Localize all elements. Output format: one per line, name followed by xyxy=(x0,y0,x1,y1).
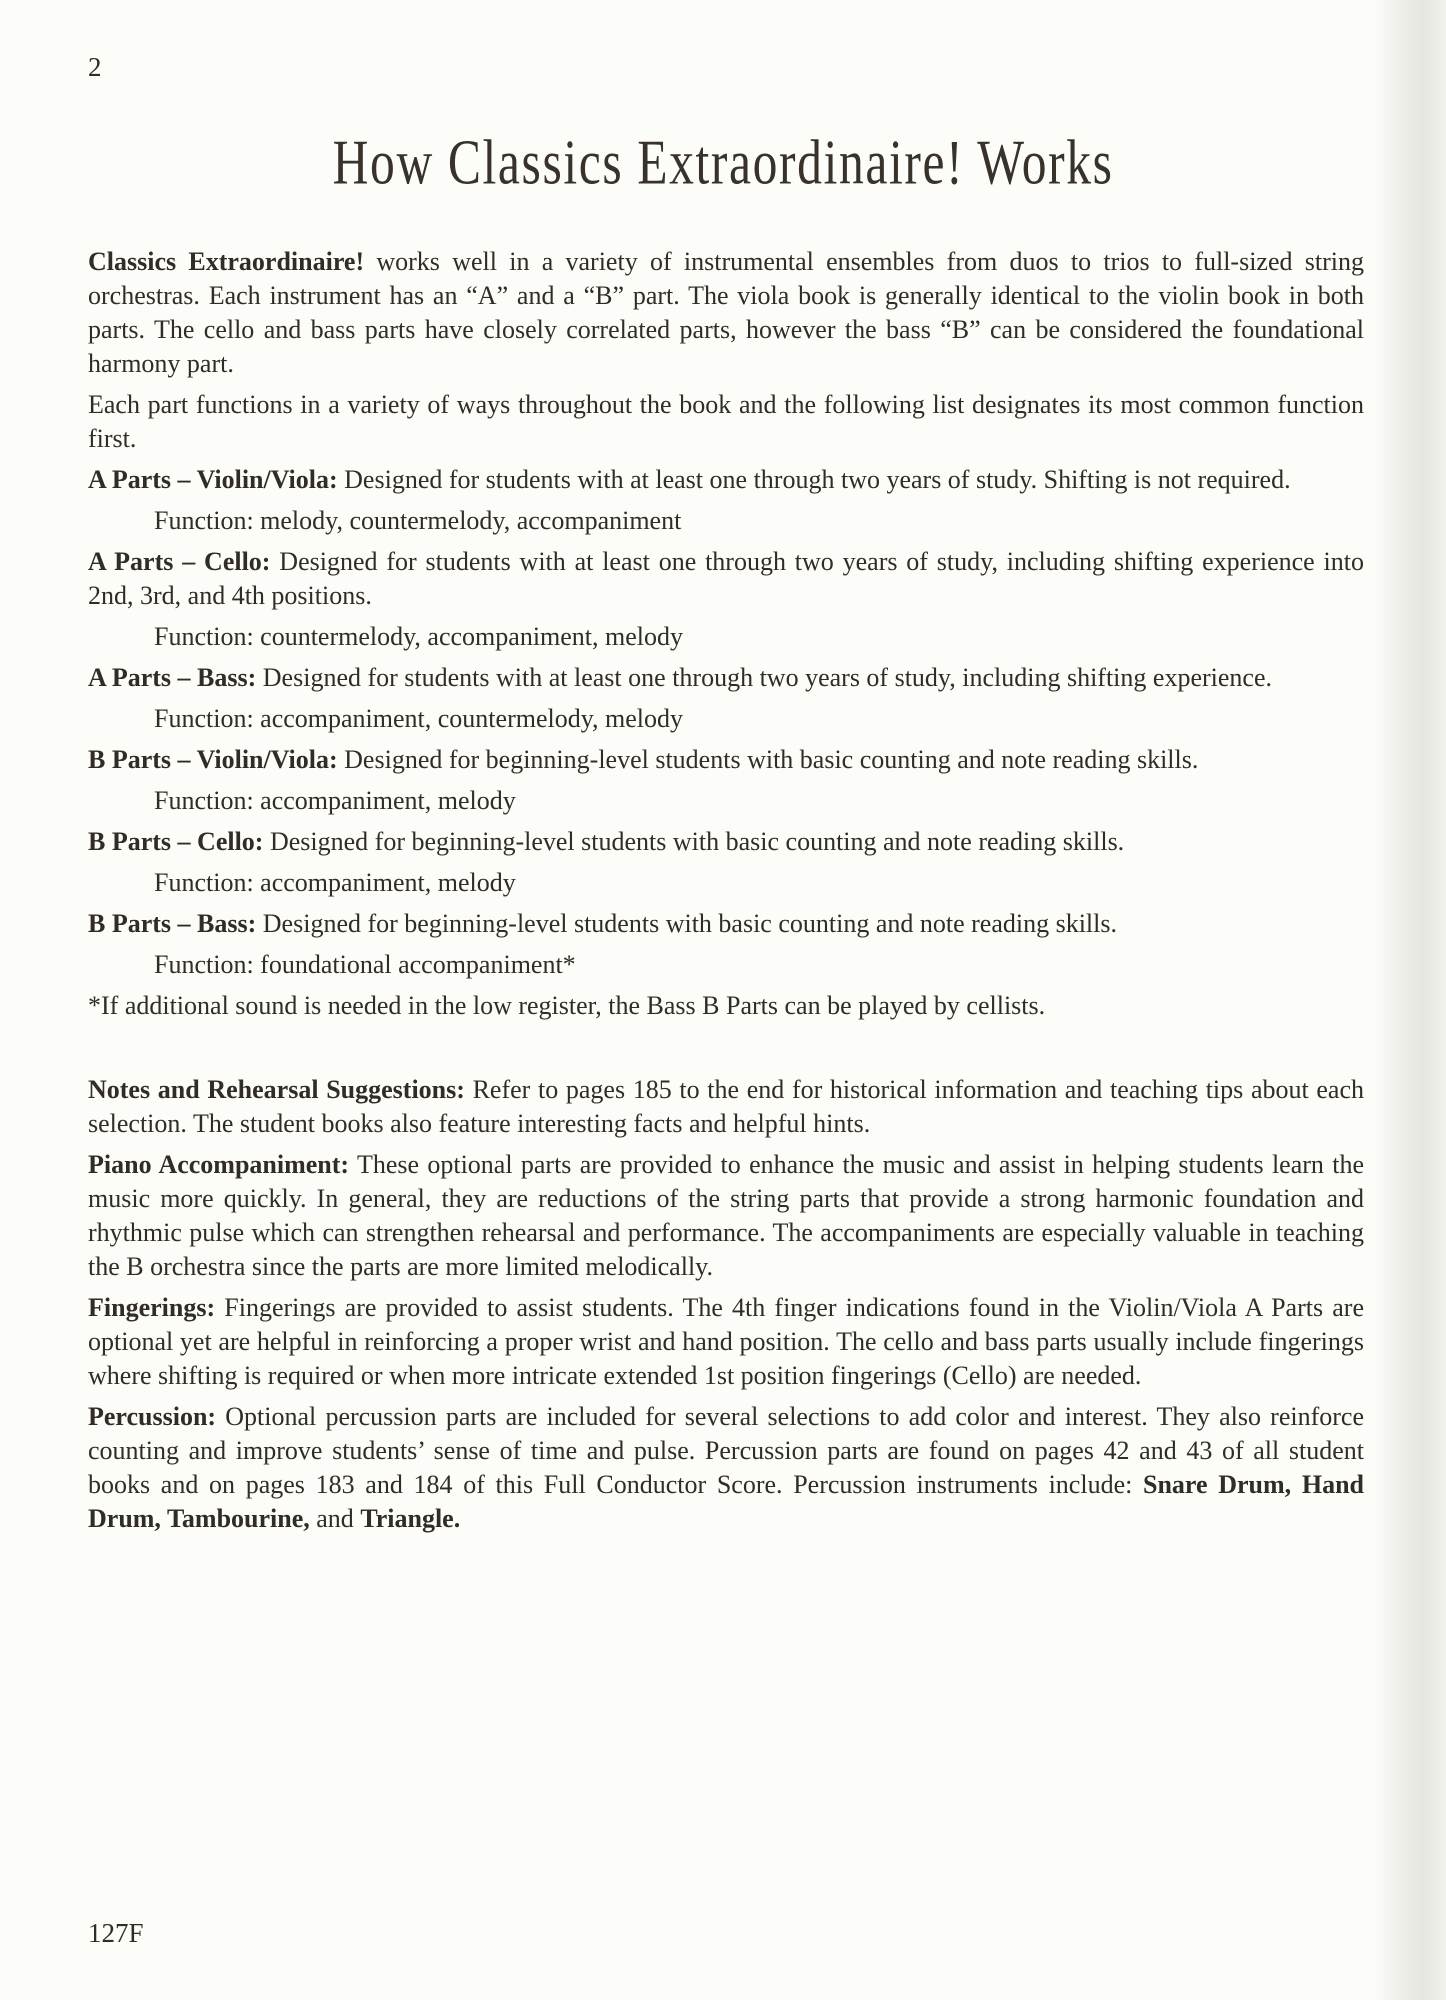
section-text: These optional parts are provided to enhance the music and assist in helping students learn the music more quickly. In general, they are reductions of the string parts that provide a strong harmonic foundation and rhythmic pulse which can strengthen rehearsal and performance. The accompaniments are especially valuable in teaching the B orchestra since the parts are more limited melodically. xyxy=(88,1150,1364,1281)
part-label: A Parts – Cello: xyxy=(88,547,271,576)
page-title-text: How Classics Extraordinaire! Works xyxy=(332,128,1114,198)
part-entry-a-cello xyxy=(88,545,1364,654)
page-title xyxy=(0,128,1446,198)
part-description xyxy=(88,463,1364,497)
part-text: Designed for beginning-level students with basic counting and note reading skills. xyxy=(337,745,1199,774)
footnote: *If additional sound is needed in the low register, the Bass B Parts can be played by cellists. xyxy=(88,991,1046,1020)
section-text: Fingerings are provided to assist students. The 4th finger indications found in the Violin/Viola A Parts are optional yet are helpful in reinforcing a proper wrist and hand position. The cello and bass parts usually include fingerings where shifting is required or when more intricate extended 1st position fingerings (Cello) are needed. xyxy=(88,1293,1364,1390)
part-text: Designed for beginning-level students with basic counting and note reading skills. xyxy=(263,827,1125,856)
part-label: B Parts – Bass: xyxy=(88,909,257,938)
part-function: Function: melody, countermelody, accompaniment xyxy=(154,506,682,535)
part-text: Designed for students with at least one through two years of study, including shifting experience. xyxy=(256,663,1272,692)
part-description xyxy=(88,661,1364,695)
percussion-last-bold: Triangle. xyxy=(360,1504,461,1533)
part-description xyxy=(88,545,1364,613)
section-label: Notes and Rehearsal Suggestions: xyxy=(88,1075,465,1104)
page-body xyxy=(88,245,1364,1543)
part-function: Function: accompaniment, melody xyxy=(154,868,516,897)
section-label: Fingerings: xyxy=(88,1293,216,1322)
section-fingerings xyxy=(88,1291,1364,1393)
part-description xyxy=(88,907,1364,941)
intro-text: works well in a variety of instrumental ensembles from duos to trios to full-sized string orchestras. Each instrument has an “A” and a “B” part. The viola book is generally identical to the violin book in both parts. The cello and bass parts have closely correlated parts, however the bass “B” can be considered the foundational harmony part. xyxy=(88,247,1364,378)
part-function: Function: foundational accompaniment* xyxy=(154,950,576,979)
part-entry-b-bass xyxy=(88,907,1364,982)
section-percussion xyxy=(88,1400,1364,1536)
part-entry-b-cello xyxy=(88,825,1364,900)
section-label: Piano Accompaniment: xyxy=(88,1150,350,1179)
part-label: A Parts – Violin/Viola: xyxy=(88,465,338,494)
page-number: 2 xyxy=(88,52,102,82)
section-text: Refer to pages 185 to the end for historical information and teaching tips about each selection. The student books also feature interesting facts and helpful hints. xyxy=(88,1075,1364,1138)
scan-shadow-band xyxy=(1374,0,1446,2000)
part-text: Designed for beginning-level students with basic counting and note reading skills. xyxy=(256,909,1117,938)
part-label: B Parts – Cello: xyxy=(88,827,264,856)
section-notes-rehearsal xyxy=(88,1073,1364,1141)
part-entry-a-violin-viola xyxy=(88,463,1364,538)
part-description xyxy=(88,825,1364,859)
intro-lead-bold: Classics Extraordinaire! xyxy=(88,247,365,276)
paragraph-overview: Each part functions in a variety of ways throughout the book and the following list designates its most common function first. xyxy=(88,390,1364,453)
part-text: Designed for students with at least one through two years of study, including shifting experience into 2nd, 3rd, and 4th positions. xyxy=(88,547,1364,610)
catalog-number: 127F xyxy=(88,1918,144,1948)
section-piano-accompaniment xyxy=(88,1148,1364,1284)
part-label: A Parts – Bass: xyxy=(88,663,257,692)
section-text: Optional percussion parts are included for several selections to add color and interest. They also reinforce counting and improve students’ sense of time and pulse. Percussion parts are found on pages 42 and 43 of all student books and on pages 183 and 184 of this Full Conductor Score. Percussion instruments include: xyxy=(88,1402,1364,1499)
part-label: B Parts – Violin/Viola: xyxy=(88,745,338,774)
paragraph-intro xyxy=(88,245,1364,381)
part-entry-b-violin-viola xyxy=(88,743,1364,818)
percussion-conjunction: and xyxy=(309,1504,361,1533)
percussion-instruments-bold: Snare Drum, Hand Drum, Tambourine, xyxy=(88,1470,1364,1533)
section-label: Percussion: xyxy=(88,1402,217,1431)
part-function: Function: accompaniment, countermelody, melody xyxy=(154,704,684,733)
part-function: Function: countermelody, accompaniment, melody xyxy=(154,622,684,651)
part-function: Function: accompaniment, melody xyxy=(154,786,516,815)
part-text: Designed for students with at least one through two years of study. Shifting is not required. xyxy=(337,465,1291,494)
part-entry-a-bass xyxy=(88,661,1364,736)
part-description xyxy=(88,743,1364,777)
